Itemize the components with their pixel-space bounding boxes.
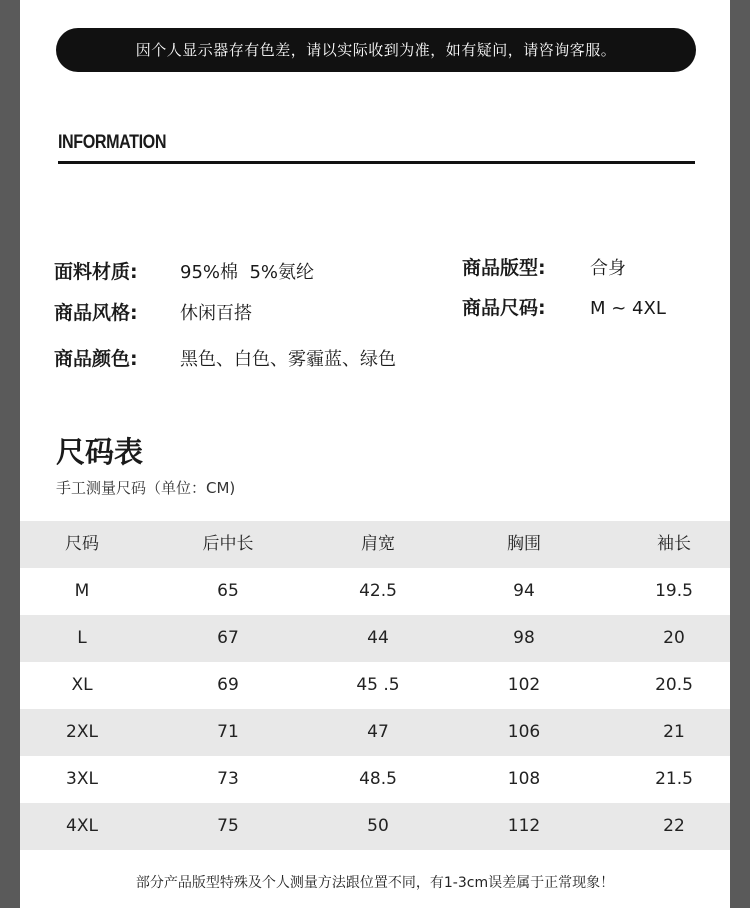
size-range-label: 商品尺码: xyxy=(462,297,546,319)
size-chart-subtitle: 手工测量尺码（单位：CM) xyxy=(56,479,236,497)
cell-chest: 98 xyxy=(513,628,535,648)
cell-chest: 112 xyxy=(507,816,541,836)
colors-value: 黑色、白色、雾霾蓝、绿色 xyxy=(180,349,396,370)
cell-chest: 106 xyxy=(507,722,541,742)
cell-size: 4XL xyxy=(66,816,98,836)
table-row xyxy=(20,803,730,850)
table-header-row xyxy=(20,521,730,568)
size-chart-title: 尺码表 xyxy=(56,435,144,469)
right-frame-border xyxy=(730,0,750,908)
cell-sleeve-length: 21.5 xyxy=(655,769,693,789)
cell-size: XL xyxy=(71,675,93,695)
size-range-attribute xyxy=(462,293,666,320)
header-shoulder-width: 肩宽 xyxy=(361,534,395,554)
cell-sleeve-length: 22 xyxy=(663,816,685,836)
header-chest: 胸围 xyxy=(507,534,541,554)
table-row xyxy=(20,615,730,662)
cell-shoulder-width: 44 xyxy=(367,628,389,648)
cell-back-length: 65 xyxy=(217,581,239,601)
left-frame-border xyxy=(0,0,20,908)
colors-label: 商品颜色: xyxy=(54,348,138,370)
fit-attribute xyxy=(462,253,626,280)
cell-size: M xyxy=(74,581,90,601)
colors-attribute xyxy=(54,344,396,371)
style-label: 商品风格: xyxy=(54,302,138,324)
fabric-attribute xyxy=(54,257,314,284)
style-attribute xyxy=(54,298,252,325)
cell-shoulder-width: 50 xyxy=(367,816,389,836)
cell-shoulder-width: 47 xyxy=(367,722,389,742)
fabric-label: 面料材质: xyxy=(54,261,138,283)
cell-size: L xyxy=(77,628,87,648)
header-size: 尺码 xyxy=(65,534,99,554)
cell-size: 2XL xyxy=(66,722,98,742)
header-sleeve-length: 袖长 xyxy=(657,534,691,554)
cell-sleeve-length: 19.5 xyxy=(655,581,693,601)
cell-back-length: 71 xyxy=(217,722,239,742)
table-row xyxy=(20,662,730,709)
cell-shoulder-width: 42.5 xyxy=(359,581,397,601)
size-range-value: M ~ 4XL xyxy=(590,298,666,319)
size-chart-table xyxy=(20,521,730,850)
cell-sleeve-length: 20.5 xyxy=(655,675,693,695)
cell-chest: 102 xyxy=(507,675,541,695)
cell-chest: 108 xyxy=(507,769,541,789)
product-detail-page xyxy=(20,0,730,908)
measurement-disclaimer: 部分产品版型特殊及个人测量方法跟位置不同，有1-3cm误差属于正常现象！ xyxy=(135,875,615,891)
cell-back-length: 75 xyxy=(217,816,239,836)
cell-chest: 94 xyxy=(513,581,535,601)
style-value: 休闲百搭 xyxy=(180,303,252,324)
table-row xyxy=(20,568,730,615)
cell-shoulder-width: 45 .5 xyxy=(356,675,400,695)
color-difference-notice: 因个人显示器存有色差，请以实际收到为准，如有疑问，请咨询客服。 xyxy=(56,28,696,72)
cell-back-length: 67 xyxy=(217,628,239,648)
fit-label: 商品版型: xyxy=(462,257,546,279)
header-back-length: 后中长 xyxy=(202,534,254,554)
cell-size: 3XL xyxy=(66,769,98,789)
cell-sleeve-length: 20 xyxy=(663,628,685,648)
information-divider xyxy=(58,161,695,164)
cell-back-length: 73 xyxy=(217,769,239,789)
fabric-value: 95%棉 5%氨纶 xyxy=(180,262,315,283)
fit-value: 合身 xyxy=(590,258,626,279)
information-heading: INFORMATION xyxy=(58,132,167,153)
cell-sleeve-length: 21 xyxy=(663,722,685,742)
table-row xyxy=(20,756,730,803)
cell-shoulder-width: 48.5 xyxy=(359,769,397,789)
cell-back-length: 69 xyxy=(217,675,239,695)
table-row xyxy=(20,709,730,756)
